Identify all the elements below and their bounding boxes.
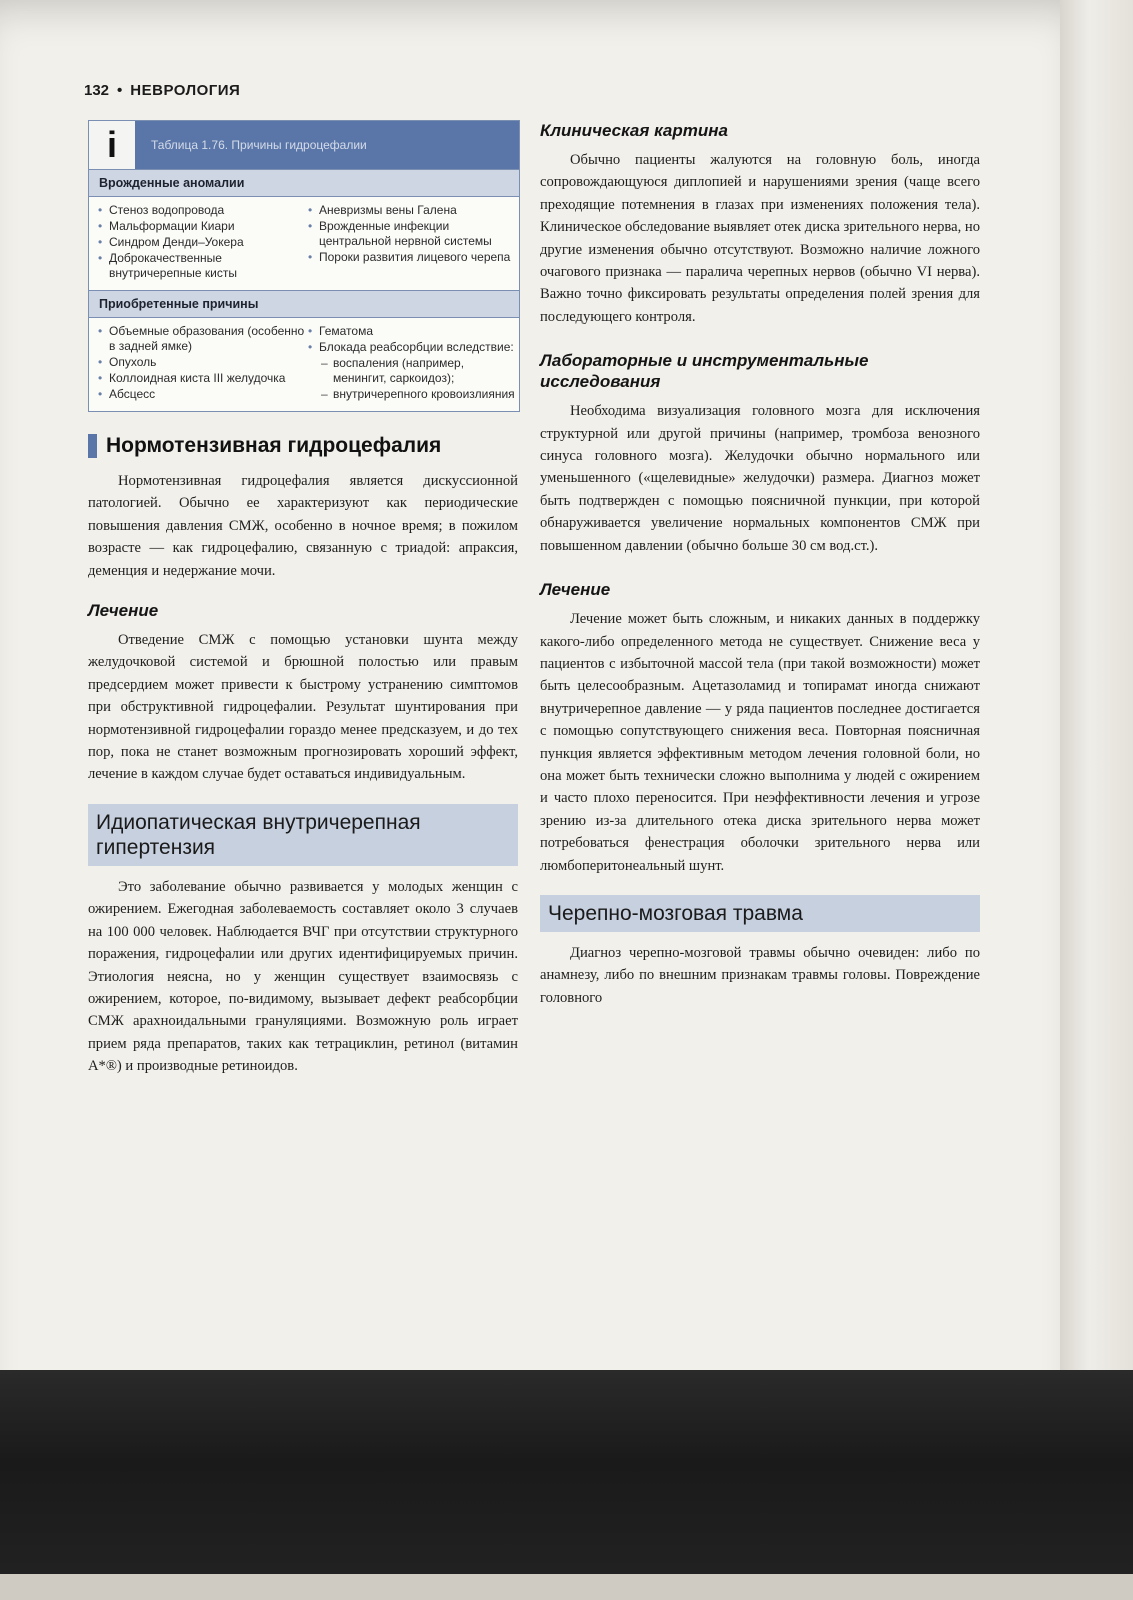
causes-table — [88, 120, 520, 412]
table-list-item: • Пороки развития лицевого черепа — [305, 250, 515, 265]
paragraph-treatment-left: Отведение СМЖ с помощью установки шунта между желудочковой системой и брюшной полостью или правым предсердием может привести к быстрому устранению симптомов при обструктивной гидроцефалии. Результат шунтирования при нормотензивной гидроцефалии гораздо менее предсказуем, и до тех пор, пока не станет возможным прогнозировать хороший эффект, лечение в каждом случае будет оставаться индивидуальным. — [88, 632, 518, 783]
table-subcolumn-left — [95, 203, 305, 282]
table-header — [89, 121, 519, 169]
table-section-label: Врожденные аномалии — [89, 169, 519, 197]
table-subcolumn-left — [95, 324, 305, 403]
heading-treatment-left: Лечение — [88, 601, 159, 621]
chapter-title: НЕВРОЛОГИЯ — [130, 82, 241, 99]
scan-background — [0, 1370, 1133, 1600]
paragraph-idiopathic: Это заболевание обычно развивается у молодых женщин с ожирением. Ежегодная заболеваемость составляет около 3 случаев на 100 000 человек. Наблюдается ВЧГ при отсутствии структурного поражения, гидроцефалии или других идентифицируемых причин. Этиология неясна, но у женщин существует взаимосвязь с ожирением, которое, по-видимому, вызывает дефект реабсорбции СМЖ арахноидальными грануляциями. Возможную роль играет прием ряда препаратов, таких как тетрациклин, ретинол (витамин А*®) и производные ретиноидов. — [88, 878, 518, 1075]
table-list-item: – воспаления (например, менингит, саркоидоз); — [305, 356, 515, 386]
paragraph-lab: Необходима визуализация головного мозга для исключения структурной или другой причины (например, тромбоза венозного синуса головного мозга). Желудочки обычно нормального или уменьшенного («щелевидные» желудочки) размера. Диагноз может быть подтвержден с помощью поясничной пункции, при которой обнаруживается увеличение нормальных компонентов СМЖ при повышенном давлении (обычно больше 30 см вод.ст.). — [540, 403, 980, 554]
table-list-item: • Опухоль — [95, 355, 305, 370]
table-list-item: • Блокада реабсорбции вследствие: — [305, 340, 515, 355]
table-list-item: • Врожденные инфекции центральной нервной системы — [305, 219, 515, 249]
paragraph-clinical: Обычно пациенты жалуются на головную боль, иногда сопровождающуюся диплопией и нарушениями зрения (чаще всего преходящие потемнения в глазах при изменениях положения тела). Клиническое обследование выявляет отек диска зрительного нерва, но другие изменения обычно отсутствуют. Возможно наличие ложного очагового признака — паралича черепных нервов (обычно VI нерва). Важно точно фиксировать результаты определения полей зрения для последующего контроля. — [540, 152, 980, 325]
heading-treatment-right: Лечение — [540, 580, 611, 600]
table-section-body — [89, 318, 519, 411]
table-list-item: • Синдром Денди–Уокера — [95, 235, 305, 250]
table-list-item: • Объемные образования (особенно в задней ямке) — [95, 324, 305, 354]
paragraph-treatment-right: Лечение может быть сложным, и никаких данных в поддержку какого-либо определенного метода не существует. Снижение веса у пациентов с избыточной массой тела (при такой возможности) может быть целесообразным. Ацетазоламид и топирамат иногда снижают внутричерепное давление — у ряда пациентов последнее достигается с помощью сопутствующего снижения веса. Повторная поясничная пункция является эффективным методом лечения головной боли, но она может быть технически сложно выполнима у людей с ожирением и часто плохо переносится. При неэффективности лечения и угрозе зрению из-за длительного отека диска зрительного нерва может потребоваться фенестрация оболочки зрительного нерва или люмбоперитонеальный шунт. — [540, 611, 980, 874]
table-list — [305, 324, 515, 402]
next-page-edge — [1060, 0, 1133, 1370]
heading-tbi: Черепно-мозговая травма — [540, 895, 980, 932]
table-list-item: • Аневризмы вены Галена — [305, 203, 515, 218]
table-list-item: • Мальформации Киари — [95, 219, 305, 234]
table-subcolumn-right — [305, 324, 515, 403]
heading-lab: Лабораторные и инструментальные исследования — [540, 351, 869, 392]
paragraph-normotensive: Нормотензивная гидроцефалия является дискуссионной патологией. Обычно ее характеризуют как периодические повышения давления СМЖ, особенно в ночное время; в пожилом возрасте — как гидроцефалию, связанную с триадой: апраксия, деменция и недержание мочи. — [88, 473, 518, 579]
table-list — [305, 203, 515, 265]
running-header — [84, 82, 240, 99]
heading-normotensive-text: Нормотензивная гидроцефалия — [106, 434, 442, 457]
right-column — [540, 120, 980, 1009]
table-list-item: • Стеноз водопровода — [95, 203, 305, 218]
table-list-item: • Гематома — [305, 324, 515, 339]
table-subcolumn-right — [305, 203, 515, 282]
left-column — [88, 120, 518, 1078]
info-icon: i — [89, 121, 135, 169]
table-title: Таблица 1.76. Причины гидроцефалии — [151, 138, 367, 152]
table-sections — [89, 169, 519, 411]
heading-normotensive — [88, 432, 518, 460]
table-section-label: Приобретенные причины — [89, 290, 519, 318]
table-list — [95, 324, 305, 402]
table-section-body — [89, 197, 519, 290]
paragraph-tbi: Диагноз черепно-мозговой травмы обычно очевиден: либо по анамнезу, либо по внешним признакам травмы головы. Повреждение головного — [540, 944, 980, 1006]
header-separator: • — [117, 82, 123, 99]
heading-idiopathic: Идиопатическая внутричерепная гипертензия — [88, 804, 518, 866]
heading-clinical: Клиническая картина — [540, 121, 728, 140]
table-list — [95, 203, 305, 281]
table-list-item: • Абсцесс — [95, 387, 305, 402]
table-list-item: – внутричерепного кровоизлияния — [305, 387, 515, 402]
table-list-item: • Коллоидная киста III желудочка — [95, 371, 305, 386]
page-number: 132 — [84, 82, 110, 99]
table-list-item: • Доброкачественные внутричерепные кисты — [95, 251, 305, 281]
heading-bar — [88, 434, 97, 458]
